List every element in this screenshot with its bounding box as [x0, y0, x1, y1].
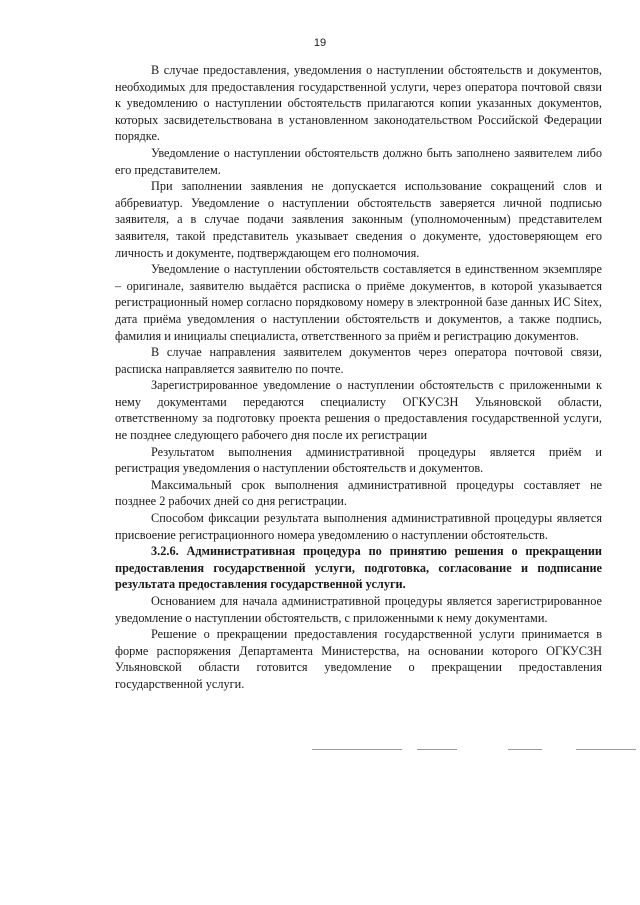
paragraph-receipt-by-mail: В случае направления заявителем документов через оператора почтовой связи, расписка направляется заявителю по почте.	[115, 345, 602, 376]
section-heading: 3.2.6. Административная процедура по принятию решения о прекращении предоставления государственной услуги, подготовка, согласование и подписание результата предоставления государственной услуги.	[115, 544, 602, 592]
paragraph-max-duration: Максимальный срок выполнения административной процедуры составляет не позднее 2 рабочих дней со дня регистрации.	[115, 477, 602, 509]
paragraph-receipt-issued: Уведомление о наступлении обстоятельств составляется в единственном экземпляре – оригинале, заявителю выдаётся расписка о приёме документов, в которой указывается регистрационный номер согласно порядковому номеру в электронной базе данных ИС Sitex, дата приёма уведомления о наступлении обстоятельств и документов, а также подпись, фамилия и инициалы специалиста, ответственного за приём и регистрацию документов.	[115, 262, 602, 343]
paragraph-filling-rules: При заполнении заявления не допускается использование сокращений слов и аббревиатур. Уведомление о наступлении обстоятельств заверяется личной подписью заявителя, а в случае подачи заявления законным (уполномоченным) представителем заявителя, такой представитель указывает сведения о документе, удостоверяющем его личность и документе, подтверждающем его полномочия.	[115, 179, 602, 260]
paragraph-procedure-result: Результатом выполнения административной процедуры является приём и регистрация уведомления о наступлении обстоятельств и документов.	[115, 444, 602, 476]
scan-artifact-lines	[312, 749, 638, 753]
paragraph-filled-by-applicant: Уведомление о наступлении обстоятельств должно быть заполнено заявителем либо его представителем.	[115, 145, 602, 177]
document-body	[115, 62, 602, 693]
page-number: 19	[313, 37, 327, 49]
paragraph-postal-submission: В случае предоставления, уведомления о наступлении обстоятельств и документов, необходимых для предоставления государственной услуги, через оператора почтовой связи к уведомлению о наступлении обстоятельств прилагаются копии указанных документов, которых засвидетельствована в установленном законодательством Российской Федерации порядке.	[115, 63, 602, 144]
paragraph-procedure-basis: Основанием для начала административной процедуры является зарегистрированное уведомление о наступлении обстоятельств, с приложенными к нему документами.	[115, 594, 602, 625]
paragraph-transfer-to-specialist: Зарегистрированное уведомление о наступлении обстоятельств с приложенными к нему документами передаются специалисту ОГКУСЗН Ульяновской области, ответственному за подготовку проекта решения о предоставления государственной услуги, не позднее следующего рабочего дня после их регистрации	[115, 378, 602, 443]
paragraph-termination-decision: Решение о прекращении предоставления государственной услуги принимается в форме распоряжения Департамента Министерства, на основании которого ОГКУСЗН Ульяновской области готовится уведомление о прекращении предоставления государственной услуги.	[115, 627, 602, 691]
paragraph-fixation-method: Способом фиксации результата выполнения административной процедуры является присвоение регистрационного номера уведомлению о наступлении обстоятельств.	[115, 511, 602, 542]
